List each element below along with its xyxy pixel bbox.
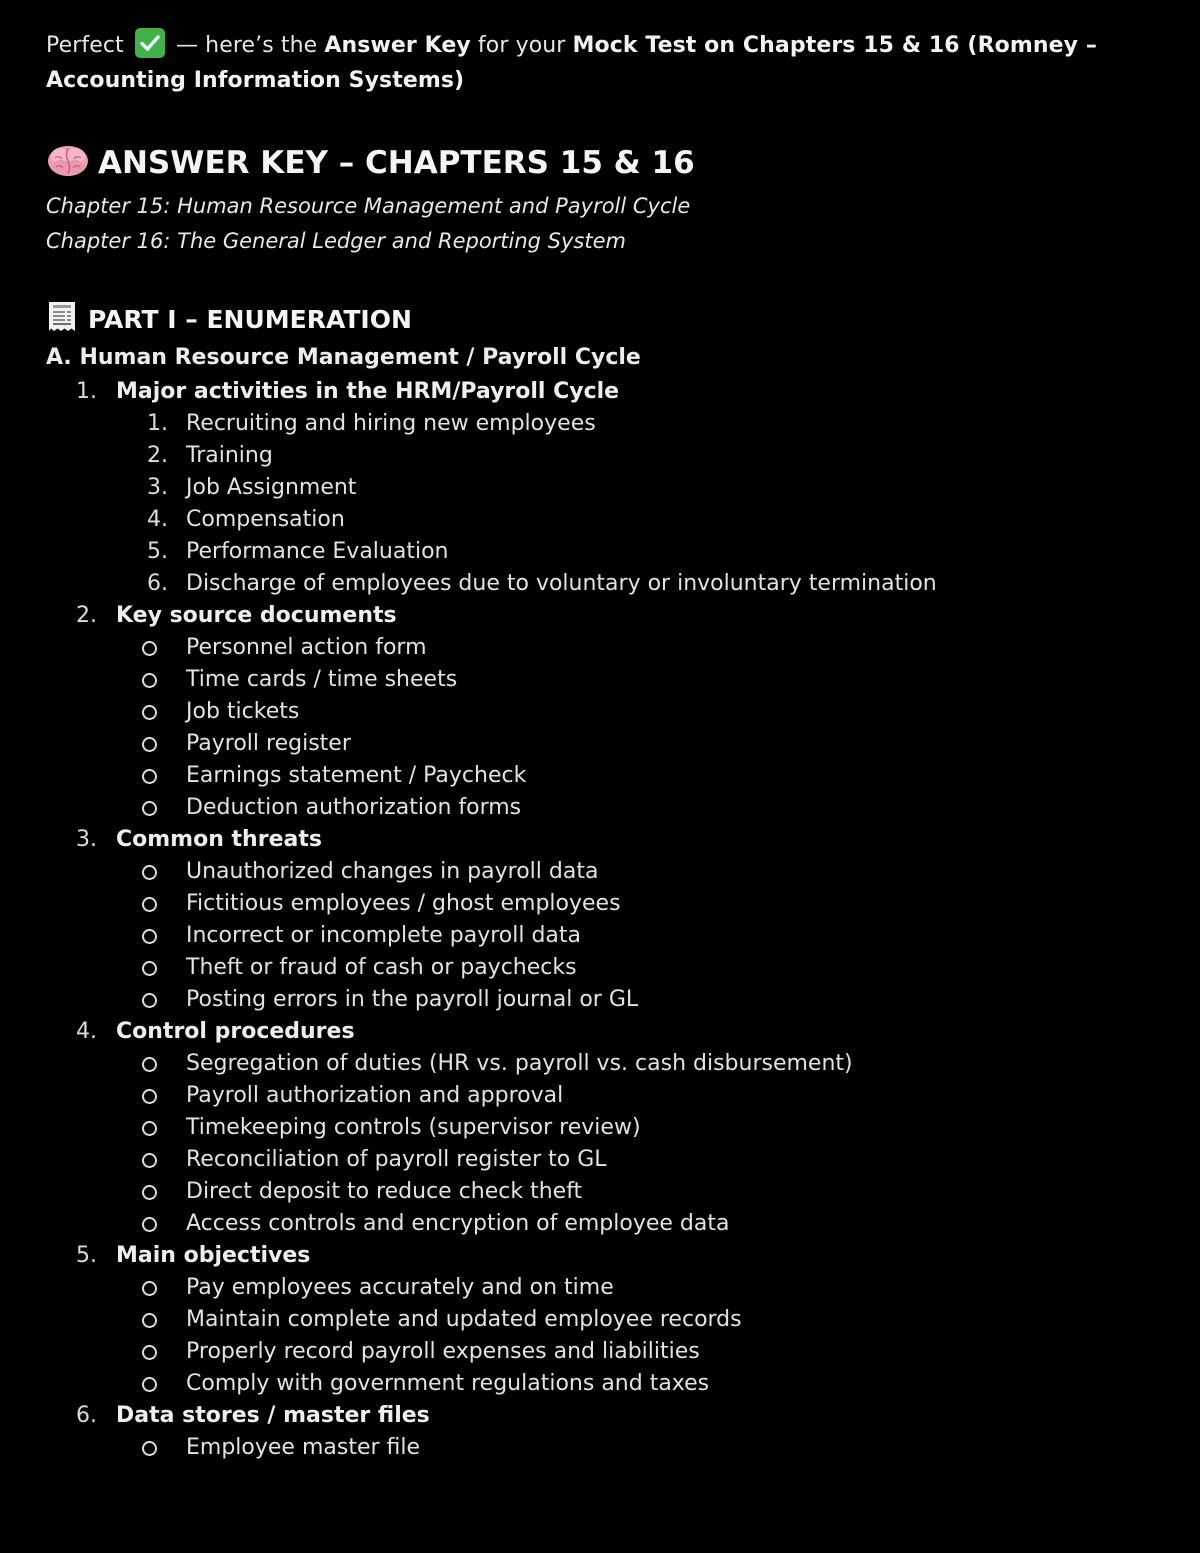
item-text: Job tickets <box>186 699 300 724</box>
section-number: 1. <box>76 379 97 404</box>
chapter-16-name: The General Ledger and Reporting System <box>170 229 626 253</box>
item-number: 6. <box>147 571 168 596</box>
item-text: Theft or fraud of cash or paychecks <box>186 955 577 980</box>
check-mark-icon <box>135 28 165 58</box>
hollow-bullet-icon <box>142 1441 157 1456</box>
hollow-bullet-icon <box>142 705 157 720</box>
item-text: Direct deposit to reduce check theft <box>186 1179 583 1204</box>
item-text: Training <box>186 443 273 468</box>
hollow-bullet-icon <box>142 1121 157 1136</box>
section-number: 6. <box>76 1403 97 1428</box>
section-title: Common threats <box>116 827 322 852</box>
page-title <box>46 143 695 183</box>
section-number: 4. <box>76 1019 97 1044</box>
item-text: Segregation of duties (HR vs. payroll vs. cash disbursement) <box>186 1051 853 1076</box>
part-heading <box>46 300 412 337</box>
item-text: Maintain complete and updated employee records <box>186 1307 742 1332</box>
hollow-bullet-icon <box>142 897 157 912</box>
item-number: 5. <box>147 539 168 564</box>
item-number: 2. <box>147 443 168 468</box>
hollow-bullet-icon <box>142 769 157 784</box>
item-text: Discharge of employees due to voluntary or involuntary termination <box>186 571 937 596</box>
item-text: Employee master file <box>186 1435 421 1460</box>
section-number: 3. <box>76 827 97 852</box>
intro-after-icon: — here’s the <box>168 33 325 58</box>
intro-paragraph <box>46 28 1156 98</box>
item-text: Pay employees accurately and on time <box>186 1275 614 1300</box>
section-title: Data stores / master files <box>116 1403 430 1428</box>
chapter-16-subtitle <box>46 226 626 256</box>
item-number: 1. <box>147 411 168 436</box>
item-text: Payroll authorization and approval <box>186 1083 564 1108</box>
section-title: Control procedures <box>116 1019 355 1044</box>
item-text: Payroll register <box>186 731 351 756</box>
section-number: 2. <box>76 603 97 628</box>
item-text: Comply with government regulations and taxes <box>186 1371 710 1396</box>
part-heading-text: PART I – ENUMERATION <box>88 305 412 334</box>
hollow-bullet-icon <box>142 1057 157 1072</box>
hollow-bullet-icon <box>142 641 157 656</box>
item-text: Deduction authorization forms <box>186 795 522 820</box>
hollow-bullet-icon <box>142 929 157 944</box>
item-text: Timekeeping controls (supervisor review) <box>186 1115 641 1140</box>
item-text: Personnel action form <box>186 635 427 660</box>
item-text: Recruiting and hiring new employees <box>186 411 596 436</box>
item-text: Compensation <box>186 507 345 532</box>
hollow-bullet-icon <box>142 1153 157 1168</box>
item-text: Fictitious employees / ghost employees <box>186 891 621 916</box>
hollow-bullet-icon <box>142 1089 157 1104</box>
item-text: Incorrect or incomplete payroll data <box>186 923 582 948</box>
item-text: Reconciliation of payroll register to GL <box>186 1147 607 1172</box>
intro-mock-test: Mock Test on Chapters 15 & 16 (Romney – Accounting Information Systems) <box>46 33 1097 93</box>
item-text: Unauthorized changes in payroll data <box>186 859 599 884</box>
hollow-bullet-icon <box>142 961 157 976</box>
item-text: Job Assignment <box>186 475 357 500</box>
section-title: Main objectives <box>116 1243 311 1268</box>
item-text: Posting errors in the payroll journal or GL <box>186 987 639 1012</box>
hollow-bullet-icon <box>142 865 157 880</box>
item-text: Time cards / time sheets <box>186 667 458 692</box>
hollow-bullet-icon <box>142 1185 157 1200</box>
intro-answer-key: Answer Key <box>324 33 471 58</box>
intro-for-your: for your <box>470 33 573 58</box>
section-title: Key source documents <box>116 603 397 628</box>
hollow-bullet-icon <box>142 1281 157 1296</box>
chapter-15-label: Chapter 15: <box>46 194 171 218</box>
hollow-bullet-icon <box>142 1217 157 1232</box>
item-text: Performance Evaluation <box>186 539 449 564</box>
brain-icon <box>46 143 90 179</box>
chapter-15-name: Human Resource Management and Payroll Cycle <box>170 194 691 218</box>
item-text: Earnings statement / Paycheck <box>186 763 527 788</box>
hollow-bullet-icon <box>142 1377 157 1392</box>
item-number: 3. <box>147 475 168 500</box>
item-text: Properly record payroll expenses and liabilities <box>186 1339 700 1364</box>
section-number: 5. <box>76 1243 97 1268</box>
page-title-text: ANSWER KEY – CHAPTERS 15 & 16 <box>98 145 695 181</box>
section-a-heading: A. Human Resource Management / Payroll Cycle <box>46 345 641 370</box>
hollow-bullet-icon <box>142 1345 157 1360</box>
receipt-icon <box>46 300 78 334</box>
hollow-bullet-icon <box>142 737 157 752</box>
hollow-bullet-icon <box>142 673 157 688</box>
chapter-15-subtitle <box>46 191 690 221</box>
item-number: 4. <box>147 507 168 532</box>
item-text: Access controls and encryption of employee data <box>186 1211 730 1236</box>
hollow-bullet-icon <box>142 801 157 816</box>
intro-prefix: Perfect <box>46 33 124 58</box>
chapter-16-label: Chapter 16: <box>46 229 171 253</box>
section-title: Major activities in the HRM/Payroll Cycle <box>116 379 620 404</box>
hollow-bullet-icon <box>142 993 157 1008</box>
hollow-bullet-icon <box>142 1313 157 1328</box>
